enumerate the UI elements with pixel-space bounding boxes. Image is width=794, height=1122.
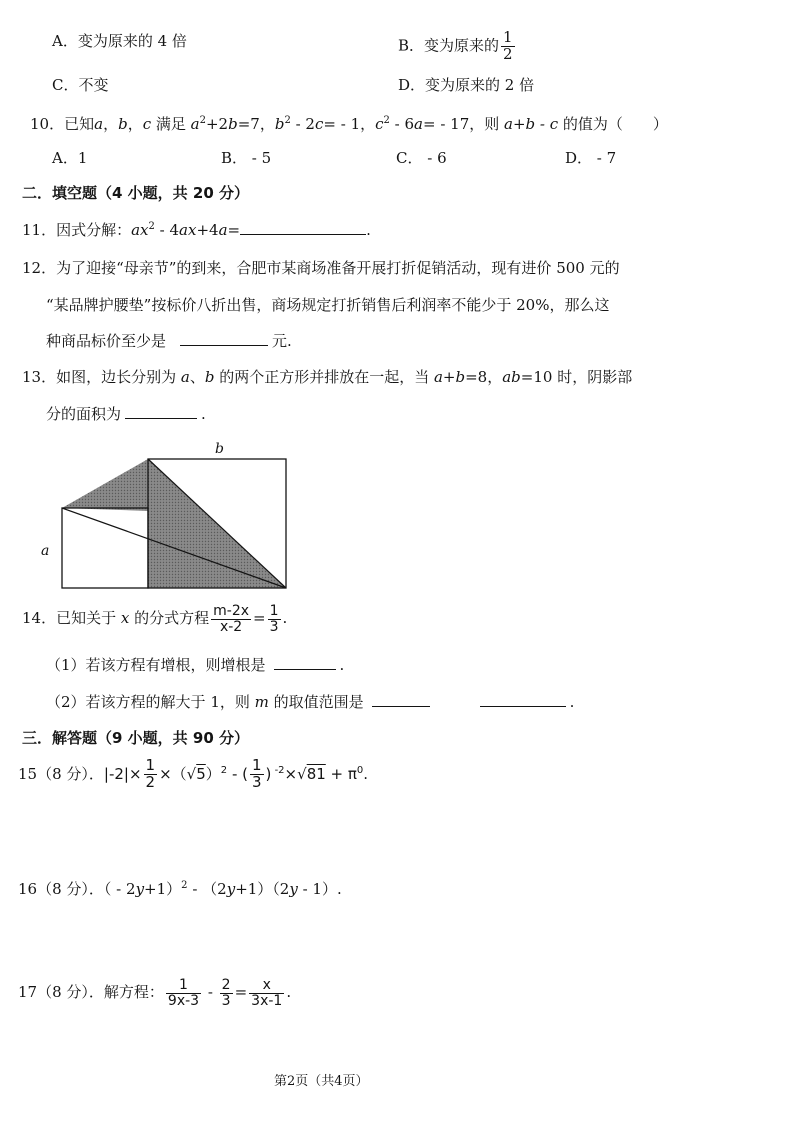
q17-fraction-1 [166,978,201,1008]
q14-var: x [120,609,130,628]
q10-var: a [94,115,104,133]
q11-exponent: 2 [148,221,155,232]
q14-end: . [282,609,288,628]
q17-fraction-2 [220,978,233,1008]
q10-text: 满足 [151,115,191,133]
q10-expr: = - 17，则 [423,115,505,133]
q16-exponent: 2 [181,880,188,891]
q16-var: y [135,880,145,898]
q11 [22,219,371,240]
q14-left-fraction [211,604,251,634]
q9-option-c: C．不变 [52,76,109,94]
q10-expr: - 6 [389,115,415,133]
q10-expr: = - 1， [323,115,376,133]
q17-fraction-numerator: 2 [221,977,231,993]
q11-text: 因式分解： [56,221,132,239]
q14-part1-blank[interactable] [274,668,336,670]
q17-equals: = [234,983,248,1002]
q10-expr: a [414,115,423,133]
q17-fraction-3 [249,978,284,1008]
q10-expr: c [314,115,324,133]
q9-option-b-denominator: 2 [503,44,513,63]
q11-expr: a [218,221,228,239]
q14-part2-text: （2）若该方程的解大于 1，则 [46,693,255,711]
q13-shaded-region [62,459,286,588]
q15-expr: ×√ [284,764,307,783]
q13-label-a: a [41,543,50,559]
q9-option-b-fraction [501,30,515,63]
q14-part2-end: . [569,693,575,711]
q11-expr: ax [179,221,197,239]
q14-part2 [46,691,574,712]
q16-var: y [289,880,298,898]
q10-option-c: C． - 6 [396,149,447,167]
q10-expr: c [375,115,384,133]
q10-expr: =7， [237,115,275,133]
q10-expr: a+b - c [504,115,559,133]
q15-expr: ×（√ [159,764,197,783]
q13-label-b: b [215,441,224,457]
q11-answer-blank[interactable] [240,233,366,235]
q15-expr: - ( [227,764,248,783]
q10-text: 的值为（ ） [558,115,668,133]
q13-small-square [62,508,148,588]
q10-text: ， [127,115,143,133]
q11-expr: - 4 [154,221,180,239]
q15-label: 15（8 分）． [18,764,104,783]
q10-option-d: D． - 7 [565,149,617,167]
q13-text: 、 [189,368,205,386]
q13-var: b [204,368,215,386]
q16-expr: - 1）. [297,880,342,898]
q10-expr: b [274,115,285,133]
q14-text: 的分式方程 [129,609,210,628]
q13-line2 [46,403,206,424]
q10-expr: +2 [205,115,229,133]
q11-expr: ax [131,221,149,239]
q10-exponent: 2 [284,115,291,126]
q16-expr: （ - 2 [103,880,136,898]
q16-label: 16（8 分）． [18,880,104,898]
page-footer: 第2页（共4页） [274,1074,369,1089]
q15-expr: ) [265,764,272,783]
section-heading-solutions: 三．解答题（9 小题，共 90 分） [22,729,249,747]
q17-fraction-numerator: 1 [166,978,201,994]
q13-text: 分的面积为 [46,405,122,423]
q15 [18,758,368,791]
q10-expr: - 2 [290,115,315,133]
q9-option-b-numerator: 1 [503,28,513,46]
q13-text: 13．如图，边长分别为 [22,368,181,386]
q9-option-a: A．变为原来的 4 倍 [52,32,187,50]
q9-option-b [398,30,517,63]
q16-expr: +1）（2 [235,880,290,898]
q15-fraction-third [250,758,264,791]
q11-expr: +4 [196,221,219,239]
q15-fraction-numerator: 1 [145,756,156,774]
q14-text: 已知关于 [56,609,121,628]
q13-text: 的两个正方形并排放在一起，当 [214,368,434,386]
q15-exponent: 0 [356,764,364,776]
q14-part2-blank-1[interactable] [372,705,430,707]
q14-left-denominator: x-2 [219,618,243,635]
q15-expr: . [363,764,369,783]
q10-number: 10． [30,115,65,133]
q11-number: 11． [22,221,57,239]
q15-exponent: 2 [220,764,228,776]
q14-part2-blank-2[interactable] [480,705,566,707]
q15-fraction-denominator: 3 [251,772,262,791]
q13-figure [30,438,300,598]
q10-expr: a [190,115,200,133]
q14-part1-text: （1）若该方程有增根，则增根是 [46,656,266,674]
q15-expr: ） [205,764,221,783]
q14-equals: = [253,609,266,628]
q10-stem [30,113,668,134]
q10-option-a: A．1 [52,149,88,167]
q14-right-fraction [268,604,281,634]
q14-stem [22,604,287,634]
q11-end: . [366,221,371,239]
q14-part2-var: m [254,693,269,711]
q10-exponent: 2 [383,115,390,126]
q17 [18,978,291,1008]
q17-fraction-denominator: 9x-3 [167,992,200,1009]
q10-exponent: 2 [199,115,206,126]
q13-var: a [180,368,190,386]
q10-option-b: B． - 5 [221,149,272,167]
q16-var: y [226,880,236,898]
q15-expr: + π [325,764,357,783]
q11-expr: = [227,221,241,239]
q16 [18,878,342,899]
q15-exponent: -2 [271,764,285,776]
q13-end: . [201,405,206,423]
q14-right-numerator: 1 [269,603,279,619]
q10-text: 已知 [64,115,95,133]
q17-fraction-denominator: 3x-1 [251,992,283,1009]
section-heading-fill-in: 二．填空题（4 小题，共 20 分） [22,184,249,202]
q10-var: c [142,115,152,133]
q14-part1-end: . [339,656,345,674]
q15-fraction-denominator: 2 [145,772,156,791]
q10-text: ， [103,115,119,133]
q14-part2-text: 的取值范围是 [268,693,364,711]
q13-text: =10 时，阴影部 [520,368,633,386]
q16-expr: +1） [144,880,182,898]
q17-fraction-denominator: 3 [221,992,231,1009]
q15-expr: |-2|× [103,764,142,783]
q12-line2: “某品牌护腰垫”按标价八折出售，商场规定打折销售后利润率不能少于 20%，那么这 [46,296,610,314]
q10-expr: b [228,115,238,133]
q14-left-numerator: m-2x [213,603,250,619]
q14-right-denominator: 3 [269,618,279,635]
q17-label: 17（8 分）．解方程： [18,983,164,1002]
q15-fraction-half [144,758,158,791]
q13-expr: ab [502,368,521,386]
q17-fraction-numerator: x [249,978,284,994]
q12-answer-blank[interactable] [180,344,268,346]
q12-line1: 12．为了迎接“母亲节”的到来，合肥市某商场准备开展打折促销活动，现有进价 500 元的 [22,259,620,277]
q12-line3 [46,330,292,351]
q14-part1 [46,654,344,675]
q15-fraction-numerator: 1 [251,756,262,774]
q14-number: 14． [22,609,57,628]
q13-line1 [22,366,632,387]
q13-expr: a+b [433,368,466,386]
q9-option-d: D．变为原来的 2 倍 [398,76,535,94]
q13-text: =8， [465,368,503,386]
q13-answer-blank[interactable] [125,417,197,419]
q17-end: . [286,983,292,1002]
q15-radicand: 5 [196,764,206,783]
q15-radicand: 81 [306,764,326,783]
q17-minus: - [203,983,218,1002]
q12-unit: 元. [272,332,292,350]
q9-option-b-text: B．变为原来的 [398,36,500,55]
q10-var: b [118,115,128,133]
q16-expr: - （2 [187,880,227,898]
q12-line3-text: 种商品标价至少是 [46,332,167,350]
